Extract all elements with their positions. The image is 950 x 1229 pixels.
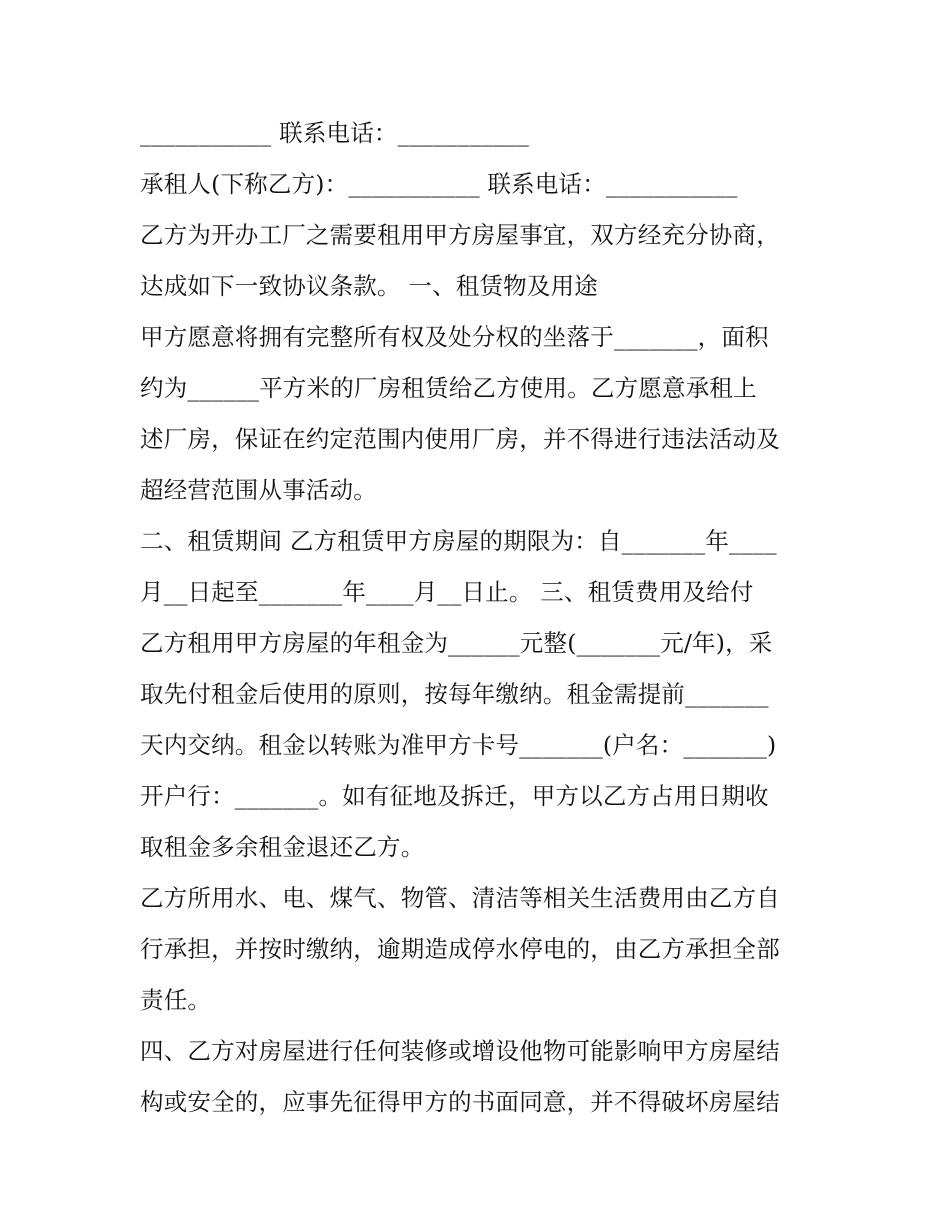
section-heading-line: 四、乙方对房屋进行任何装修或增设他物可能影响甲方房屋结 <box>140 1037 780 1065</box>
body-line: 达成如下一致协议条款。 一、租赁物及用途 <box>140 272 598 300</box>
section-heading-line: 二、租赁期间 乙方租赁甲方房屋的期限为：自_______年____ <box>140 527 777 555</box>
body-line: 月__日起至_______年____月__日止。 三、租赁费用及给付 <box>140 578 754 606</box>
body-line: 取先付租金后使用的原则，按每年缴纳。租金需提前_______ <box>140 680 769 708</box>
body-line: 乙方为开办工厂之需要租用甲方房屋事宜，双方经充分协商， <box>140 221 780 249</box>
body-line: 约为______平方米的厂房租赁给乙方使用。乙方愿意承租上 <box>140 374 757 402</box>
body-line: 构或安全的，应事先征得甲方的书面同意，并不得破坏房屋结 <box>140 1088 780 1116</box>
body-line: 行承担，并按时缴纳，逾期造成停水停电的，由乙方承担全部 <box>140 935 780 963</box>
document-page <box>140 108 820 1128</box>
body-line: 天内交纳。租金以转账为准甲方卡号_______(户名：_______) <box>140 731 777 759</box>
body-line: 开户行：_______。如有征地及拆迁，甲方以乙方占用日期收 <box>140 782 769 810</box>
body-line: 乙方所用水、电、煤气、物管、清洁等相关生活费用由乙方自 <box>140 884 780 912</box>
lessee-line: 承租人(下称乙方)：___________ 联系电话：___________ <box>140 170 738 198</box>
body-line: 责任。 <box>140 986 212 1014</box>
body-line: 述厂房，保证在约定范围内使用厂房，并不得进行违法活动及 <box>140 425 780 453</box>
body-line: 超经营范围从事活动。 <box>140 476 377 504</box>
body-line: 甲方愿意将拥有完整所有权及处分权的坐落于_______，面积 <box>140 323 769 351</box>
contact-line: ___________ 联系电话：___________ <box>140 119 530 147</box>
body-line: 乙方租用甲方房屋的年租金为______元整(_______元/年)，采 <box>140 629 773 657</box>
body-line: 取租金多余租金退还乙方。 <box>140 833 425 861</box>
